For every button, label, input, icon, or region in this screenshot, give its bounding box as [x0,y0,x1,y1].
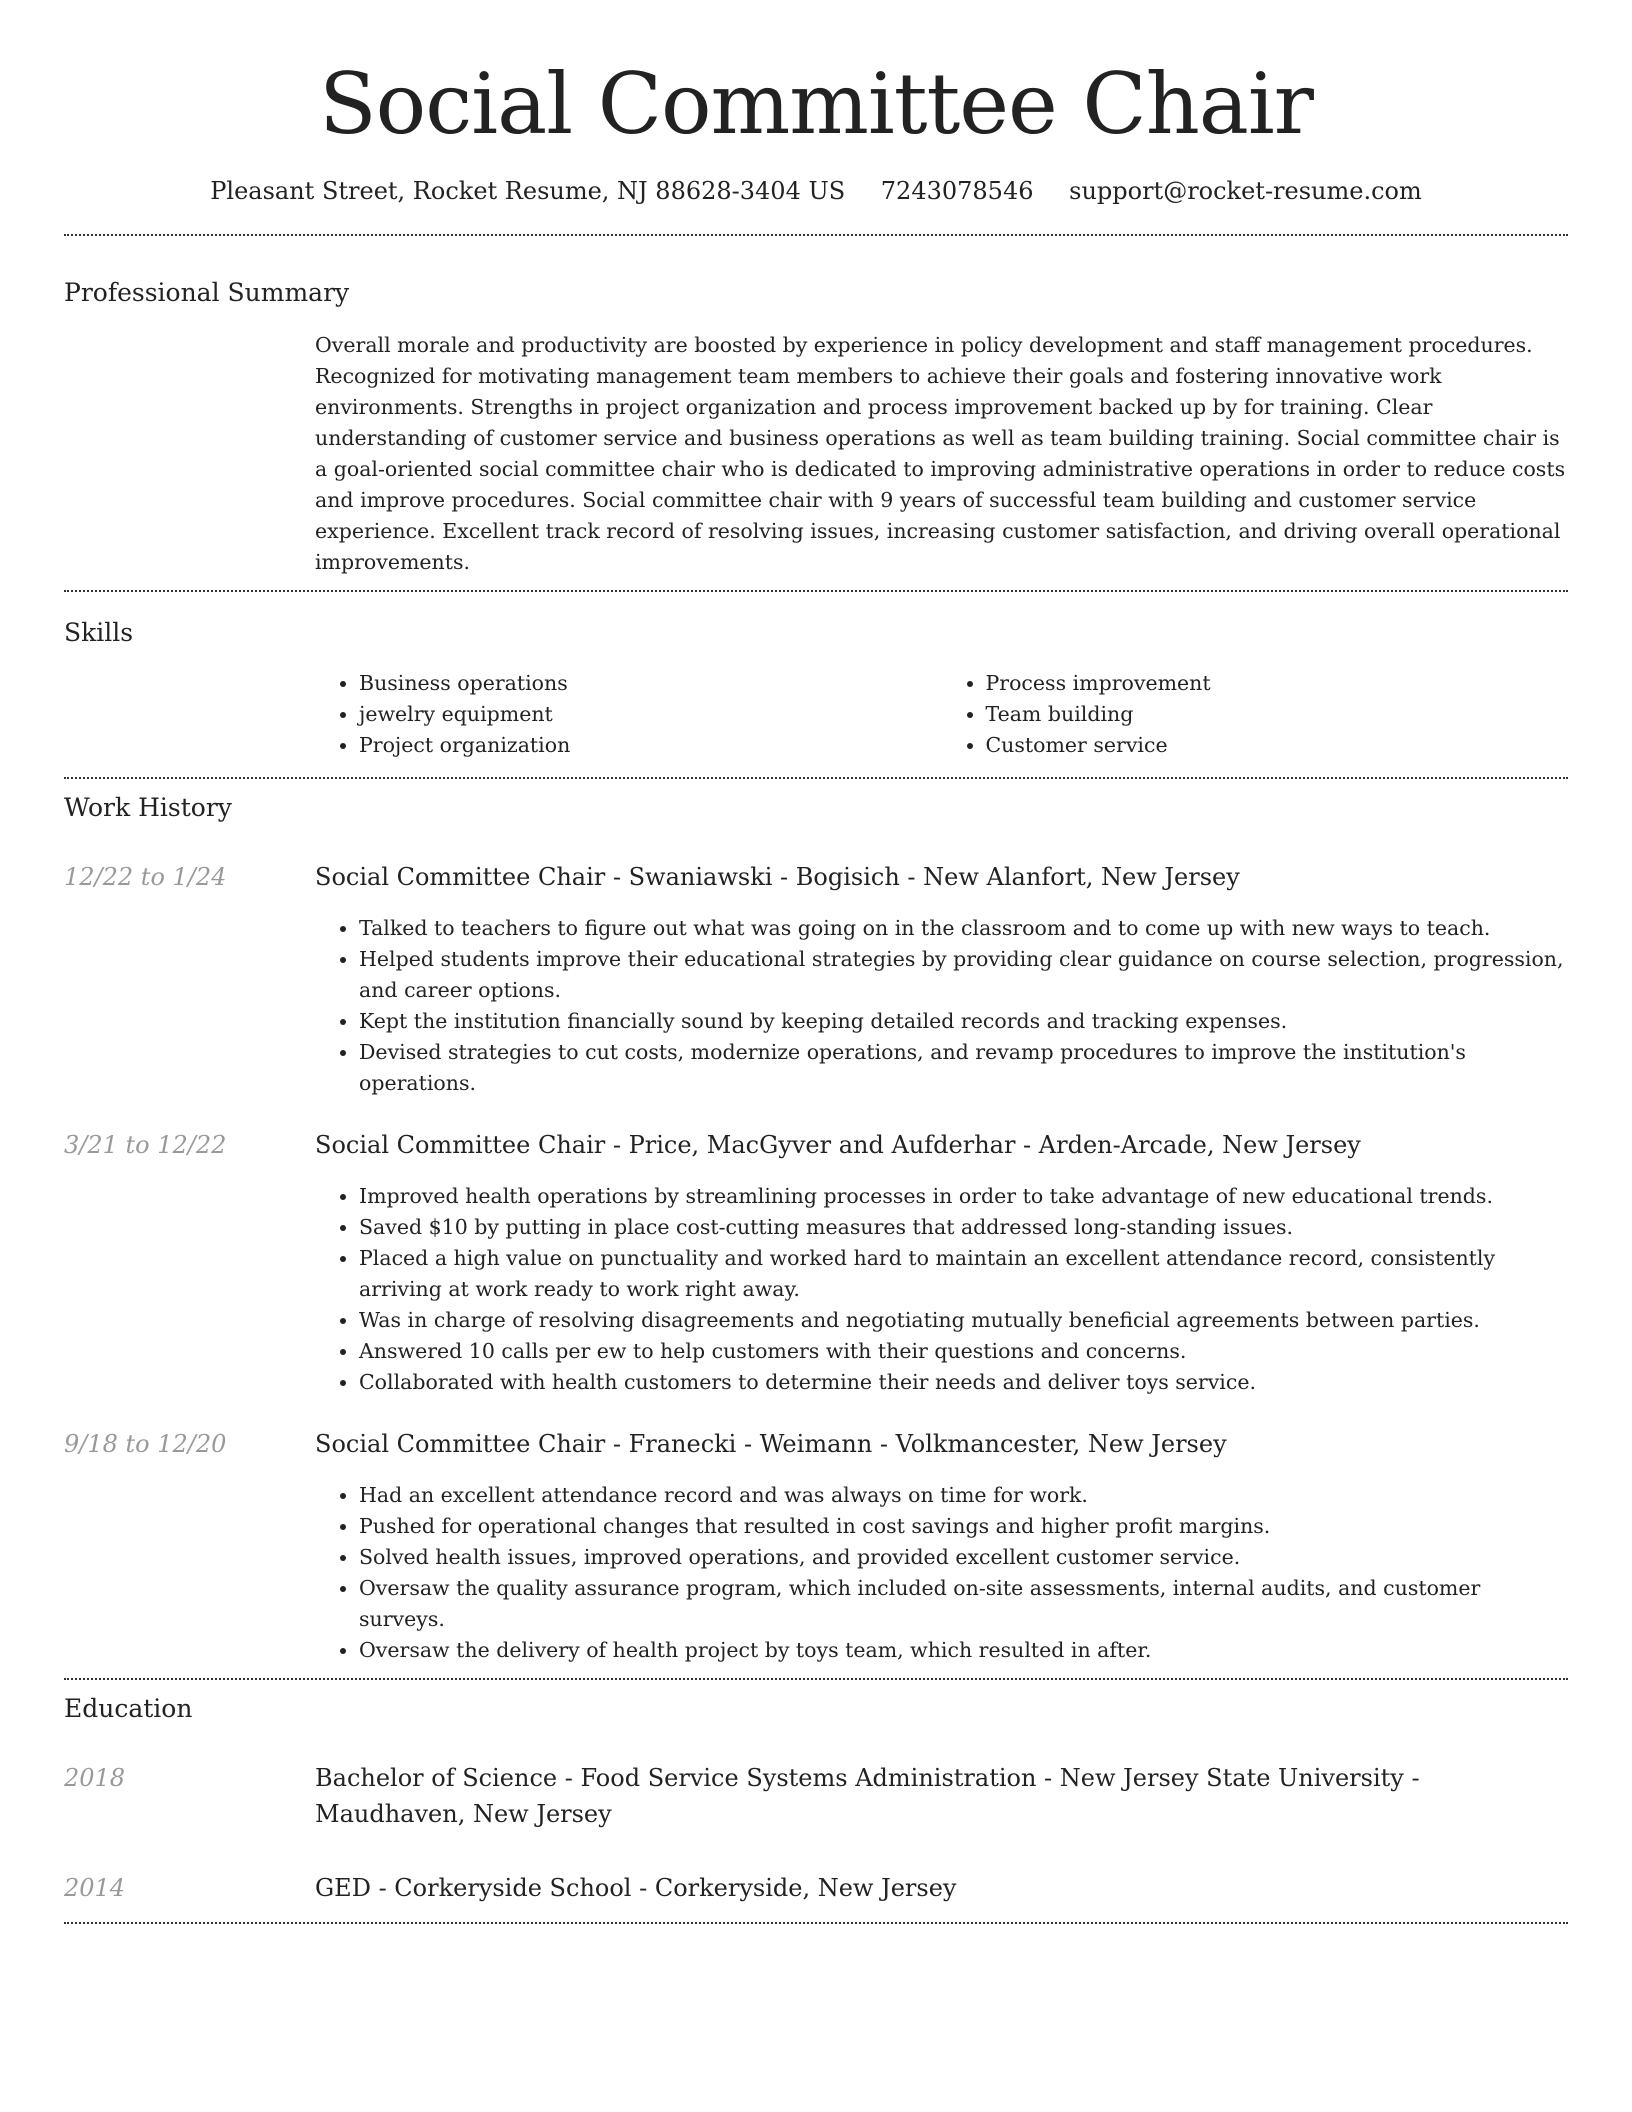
job-dates: 12/22 to 1/24 [64,863,227,891]
contact-line [64,174,1568,208]
job-bullet: • Improved health operations by streamlining processes in order to take advantage of new educational trends. [359,1181,1568,1212]
job-bullets [315,913,1568,1099]
section-divider [64,1922,1568,1924]
section-divider [64,234,1568,236]
skill-item: • Customer service [986,730,1569,761]
job-bullet: • Saved $10 by putting in place cost-cutting measures that addressed long-standing issues. [359,1212,1568,1243]
skill-item: • jewelry equipment [359,699,942,730]
job-entry [64,1426,1568,1666]
education-section-title: Education [64,1694,193,1723]
work-section-title: Work History [64,793,232,822]
job-bullet: • Was in charge of resolving disagreements and negotiating mutually beneficial agreements between parties. [359,1305,1568,1336]
contact-phone: 7243078546 [880,177,1034,205]
skills-column-left [315,668,942,761]
contact-email: support@rocket-resume.com [1069,177,1422,205]
education-year: 2014 [64,1874,126,1902]
job-heading [315,1127,1568,1163]
summary-section-title: Professional Summary [64,278,350,307]
job-dates: 9/18 to 12/20 [64,1430,227,1458]
job-bullet: • Helped students improve their educational strategies by providing clear guidance on course selection, progression, and career options. [359,944,1568,1006]
job-title: Social Committee Chair [315,863,606,891]
job-bullet: • Solved health issues, improved operations, and provided excellent customer service. [359,1542,1568,1573]
job-employer: - Franecki - Weimann - Volkmancester, New Jersey [605,1430,1227,1458]
job-title: Social Committee Chair [315,1430,606,1458]
job-entry [64,1127,1568,1398]
skills-grid [315,668,1568,761]
education-year: 2018 [64,1764,126,1792]
job-bullet: • Kept the institution financially sound by keeping detailed records and tracking expenses. [359,1006,1568,1037]
education-degree: Bachelor of Science - Food Service Systems Administration [315,1764,1037,1792]
job-heading [315,859,1568,895]
skill-item: • Project organization [359,730,942,761]
job-employer: - Swaniawski - Bogisich - New Alanfort, New Jersey [605,863,1240,891]
job-entry [64,859,1568,1099]
skill-item: • Process improvement [986,668,1569,699]
job-bullet: • Collaborated with health customers to determine their needs and deliver toys service. [359,1367,1568,1398]
education-degree: GED [315,1874,371,1902]
job-bullet: • Placed a high value on punctuality and worked hard to maintain an excellent attendance record, consistently arriving at work ready to work right away. [359,1243,1568,1305]
education-entry [64,1870,1568,1906]
job-dates: 3/21 to 12/22 [64,1131,227,1159]
resume-name: Social Committee Chair [319,55,1313,153]
skills-column-right [942,668,1569,761]
contact-address: Pleasant Street, Rocket Resume, NJ 88628-3404 US [210,177,846,205]
job-bullet: • Talked to teachers to figure out what was going on in the classroom and to come up with new ways to teach. [359,913,1568,944]
job-bullet: • Pushed for operational changes that resulted in cost savings and higher profit margins. [359,1511,1568,1542]
education-school: - New Jersey State University - Maudhaven, New Jersey [315,1764,1420,1828]
job-title: Social Committee Chair [315,1131,606,1159]
education-heading [315,1870,1568,1906]
skill-item: • Team building [986,699,1569,730]
job-bullet: • Devised strategies to cut costs, modernize operations, and revamp procedures to improve the institution's operations. [359,1037,1568,1099]
education-heading [315,1760,1568,1832]
section-divider [64,590,1568,592]
education-school: - Corkeryside School - Corkeryside, New Jersey [370,1874,957,1902]
job-bullets [315,1181,1568,1398]
skills-section-title: Skills [64,618,134,647]
job-heading [315,1426,1568,1462]
section-divider [64,1678,1568,1680]
job-bullets [315,1480,1568,1666]
job-employer: - Price, MacGyver and Aufderhar - Arden-Arcade, New Jersey [605,1131,1361,1159]
summary-text: Overall morale and productivity are boosted by experience in policy development and staff management procedures. Recognized for motivating management team members to achieve their goals and fostering innovative work environments. Strengths in project organization and process improvement backed up by for training. Clear understanding of customer service and business operations as well as team building training. Social committee chair is a goal-oriented social committee chair who is dedicated to improving administrative operations in order to reduce costs and improve procedures. Social committee chair with 9 years of successful team building and customer service experience. Excellent track record of resolving issues, increasing customer satisfaction, and driving overall operational improvements. [315,333,1566,574]
resume-page [64,0,1568,1924]
job-bullet: • Oversaw the quality assurance program, which included on-site assessments, internal audits, and customer surveys. [359,1573,1568,1635]
skill-item: • Business operations [359,668,942,699]
section-divider [64,777,1568,779]
job-bullet: • Oversaw the delivery of health project by toys team, which resulted in after. [359,1635,1568,1666]
job-bullet: • Had an excellent attendance record and was always on time for work. [359,1480,1568,1511]
job-bullet: • Answered 10 calls per ew to help customers with their questions and concerns. [359,1336,1568,1367]
education-entry [64,1760,1568,1832]
